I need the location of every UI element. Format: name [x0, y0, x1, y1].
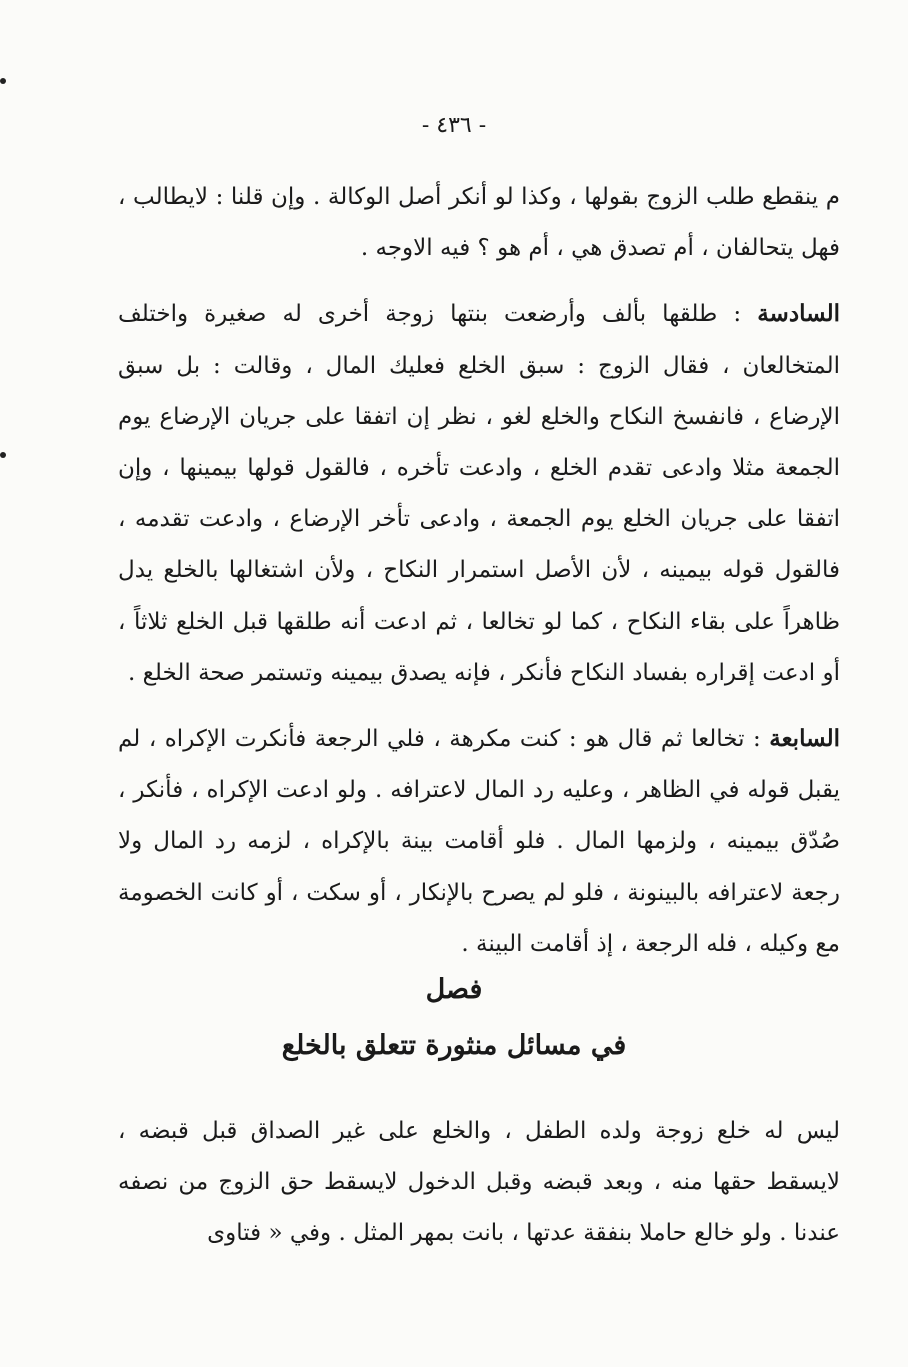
paragraph-text: : طلقها بألف وأرضعت بنتها زوجة أخرى له صغيرة واختلف المتخالعان ، فقال الزوج : سبق الخلع فعليك المال ، وقالت : بل سبق الإرضاع ، فانفسخ النكاح والخلع لغو ، نظر إن اتفقا على جريان الإرضاع يوم الجمعة مثلا وادعى تقدم الخلع ، وادعت تأخره ، فالقول قولها بيمينها ، وإن اتفقا على جريان الخلع يوم الجمعة ، وادعى تأخر الإرضاع ، وادعت تقدمه ، فالقول قوله بيمينه ، لأن الأصل استمرار النكاح ، ولأن اشتغالها بالخلع يدل ظاهراً على بقاء النكاح ، كما لو تخالعا ، ثم ادعت أنه طلقها قبل الخلع ثلاثاً ، أو ادعت إقراره بفساد النكاح فأنكر ، فإنه يصدق بيمينه وتستمر صحة الخلع .	[118, 301, 840, 686]
page-number: - ٤٣٦ -	[421, 113, 487, 138]
paragraph	[118, 172, 840, 274]
paragraph	[118, 288, 840, 699]
section-heading: فصل	[425, 974, 483, 1005]
scan-margin-dot	[0, 452, 6, 458]
section-subheading: في مسائل منثورة تتعلق بالخلع	[281, 1030, 627, 1061]
paragraph-text: ليس له خلع زوجة ولده الطفل ، والخلع على غير الصداق قبل قبضه ، لايسقط حقها منه ، وبعد قبضه وقبل الدخول لايسقط حق الزوج من نصفه عندنا . ولو خالع حاملا بنفقة عدتها ، بانت بمهر المثل . وفي « فتاوى	[118, 1118, 840, 1247]
scan-margin-dot	[0, 78, 6, 84]
body-text-top	[118, 172, 840, 970]
body-text-bottom	[118, 1106, 840, 1260]
paragraph	[118, 713, 840, 970]
paragraph-lead-word: السادسة	[757, 300, 840, 328]
paragraph	[118, 1106, 840, 1260]
paragraph-lead-word: السابعة	[769, 725, 840, 753]
paragraph-text: : تخالعا ثم قال هو : كنت مكرهة ، فلي الرجعة فأنكرت الإكراه ، لم يقبل قوله في الظاهر ، وعليه رد المال لاعترافه . ولو ادعت الإكراه ، فأنكر ، صُدّق بيمينه ، ولزمها المال . فلو أقامت بينة بالإكراه ، لزمه رد المال ولا رجعة لاعترافه بالبينونة ، فلو لم يصرح بالإنكار ، أو سكت ، أو كانت الخصومة مع وكيله ، فله الرجعة ، إذ أقامت البينة .	[118, 726, 840, 957]
paragraph-text: م ينقطع طلب الزوج بقولها ، وكذا لو أنكر أصل الوكالة . وإن قلنا : لايطالب ، فهل يتحالفان ، أم تصدق هي ، أم هو ؟ فيه الاوجه .	[118, 184, 840, 262]
